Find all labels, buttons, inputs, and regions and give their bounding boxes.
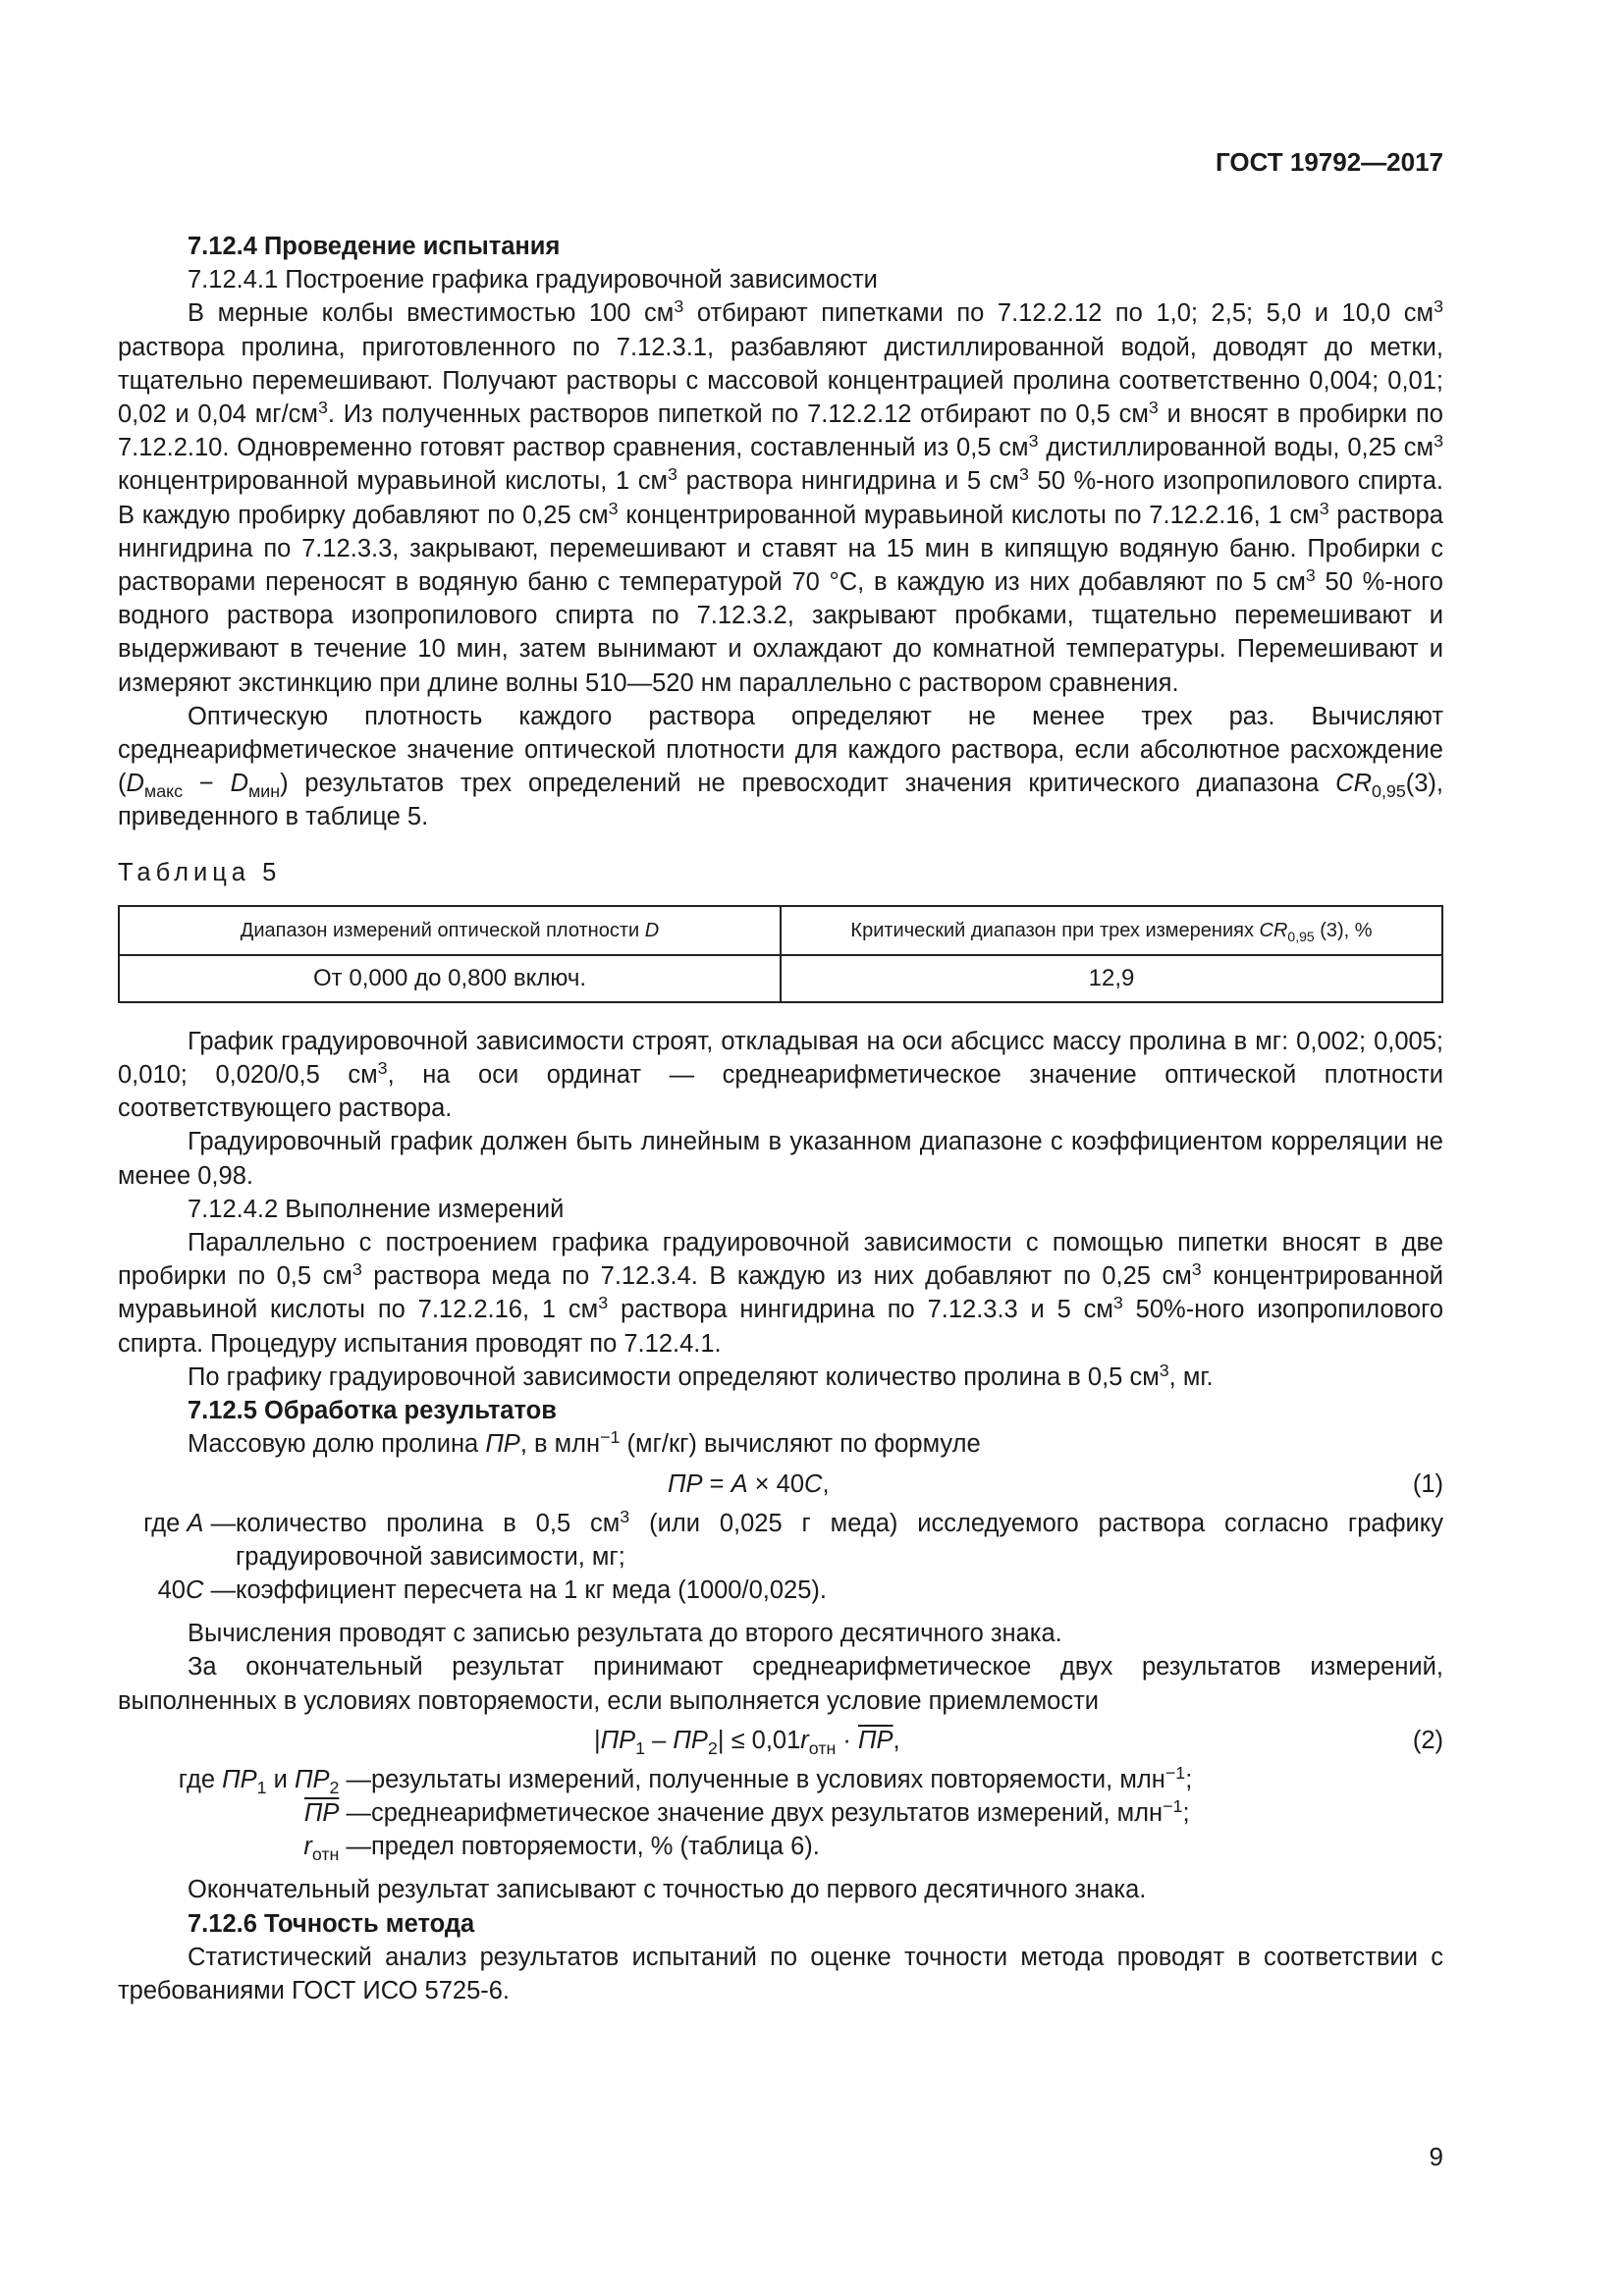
paragraph-calc-precision: Вычисления проводят с записью результата до второго десятичного знака. <box>188 1620 1062 1648</box>
formula-2 <box>118 1718 1443 1763</box>
formula-1-number: (1) <box>1412 1469 1443 1498</box>
paragraph-mass-fraction: Массовую долю пролина ПР, в млн$^{-1}$ (мг/кг) вычисляют по формуле <box>188 1427 981 1459</box>
paragraph-graph-axes: График градуировочной зависимости строят, откладывая на оси абсцисс массу пролина в мг: 0,002; 0,005; 0,010; 0,020/0,5 $см^3$, на оси ординат — среднеарифметическое значение оптической плотности соответствующего раствора. <box>118 1027 1443 1123</box>
table-row <box>119 955 1442 1002</box>
paragraph-measurements: Параллельно с построением графика градуировочной зависимости с помощью пипетки вносят в две пробирки по 0,5 $см^3$ раствора меда по 7.12.3.4. В каждую из них добавляют по 0,25 $см^3$ концентрированной муравьиной кислоты по 7.12.2.16, 1 $см^3$ раствора нингидрина по 7.12.3.3 и 5 $см^3$ 50%-ного изопропилового спирта. Процедуру испытания проводят по 7.12.4.1. <box>118 1229 1444 1358</box>
subsection-heading-7-12-4-2: 7.12.4.2 Выполнение измерений <box>188 1195 565 1223</box>
where-item-pr-mean <box>118 1796 1443 1830</box>
paragraph-proline-amount: По графику градуировочной зависимости определяют количество пролина в 0,5 $см^3$, мг. <box>188 1360 1214 1391</box>
paragraph-graph-linearity: Градуировочный график должен быть линейным в указанном диапазоне с коэффициентом корреляции не менее 0,98. <box>118 1128 1443 1190</box>
where-term-a: где A — <box>143 1509 236 1537</box>
where-term-r-otn: $r_{отн}$ — <box>303 1833 371 1865</box>
where-term-40c: 40C — <box>157 1575 236 1604</box>
where-item-40c <box>118 1574 1443 1607</box>
document-body <box>118 230 1443 2007</box>
paragraph-final-rounding: Окончательный результат записывают с точностью до первого десятичного знака. <box>188 1876 1147 1904</box>
table-5-caption: Таблица 5 <box>118 858 282 886</box>
where-def-40c: коэффициент пересчета на 1 кг меда (1000/0,025). <box>236 1575 827 1604</box>
table-cell-range: От 0,000 до 0,800 включ. <box>119 955 781 1002</box>
paragraph-final-result: За окончательный результат принимают среднеарифметическое двух результатов измерений, выполненных в условиях повторяемости, если выполняется условие приемлемости <box>118 1653 1443 1715</box>
formula-1 <box>118 1462 1443 1507</box>
where-def-pr-mean: среднеарифметическое значение двух результатов измерений, млн$^{-1}$; <box>371 1796 1190 1827</box>
table-header-critical-range: Критический диапазон при трех измерениях $CR_{0,95}$ (3), % <box>781 906 1442 955</box>
paragraph-calibration-procedure: В мерные колбы вместимостью 100 $см^3$ отбирают пипетками по 7.12.2.12 по 1,0; 2,5; 5,0 и 10,0 $см^3$ раствора пролина, приготовленного по 7.12.3.1, разбавляют дистиллированной водой, доводят до метки, тщательно перемешивают. Получают растворы с массовой концентрацией пролина соответственно 0,004; 0,01; 0,02 и 0,04 $мг/см^3$. Из полученных растворов пипеткой по 7.12.2.12 отбирают по 0,5 $см^3$ и вносят в пробирки по 7.12.2.10. Одновременно готовят раствор сравнения, составленный из 0,5 $см^3$ дистиллированной воды, 0,25 $см^3$ концентрированной муравьиной кислоты, 1 $см^3$ раствора нингидрина и 5 $см^3$ 50 %-ного изопропилового спирта. В каждую пробирку добавляют по 0,25 $см^3$ концентрированной муравьиной кислоты по 7.12.2.16, 1 $см^3$ раствора нингидрина по 7.12.3.3, закрывают, перемешивают и ставят на 15 мин в кипящую водяную баню. Пробирки с растворами переносят в водяную баню с температурой 70 °С, в каждую из них добавляют по 5 $см^3$ 50 %-ного водного раствора изопропилового спирта по 7.12.3.2, закрывают пробками, тщательно перемешивают и выдерживают в течение 10 мин, затем вынимают и охлаждают до комнатной температуры. Перемешивают и измеряют экстинкцию при длине волны 510—520 нм параллельно с раствором сравнения. <box>118 296 1444 697</box>
page-number: 9 <box>1429 2142 1443 2171</box>
section-heading-7-12-4: 7.12.4 Проведение испытания <box>188 233 561 260</box>
table-cell-value: 12,9 <box>781 955 1442 1002</box>
section-heading-7-12-6: 7.12.6 Точность метода <box>188 1909 475 1938</box>
paragraph-statistical-analysis: Статистический анализ результатов испытаний по оценке точности метода проводят в соответствии с требованиями ГОСТ ИСО 5725-6. <box>118 1943 1443 2004</box>
table-5 <box>118 905 1443 1003</box>
where-term-pr1-pr2: где $ПР_1$ и $ПР_2$ — <box>178 1765 371 1797</box>
formula-1-expression: ПР = A × 40C, <box>668 1469 830 1498</box>
subsection-heading-7-12-4-1: 7.12.4.1 Построение графика градуировочной зависимости <box>188 266 878 294</box>
where-item-pr1-pr2 <box>118 1763 1443 1796</box>
table-header-row <box>119 906 1442 955</box>
formula-2-expression: $|ПР_1 - ПР_2| \le 0,01r_{отн}$ · ПР, <box>594 1726 900 1758</box>
formula-2-number: (2) <box>1412 1726 1443 1754</box>
section-heading-7-12-5: 7.12.5 Обработка результатов <box>188 1397 557 1425</box>
where-item-r-otn <box>118 1830 1443 1863</box>
document-id-header: ГОСТ 19792—2017 <box>1216 147 1443 177</box>
table-header-range: Диапазон измерений оптической плотности D <box>119 906 781 955</box>
where-def-a: количество пролина в 0,5 $см^3$ (или 0,025 г меда) исследуемого раствора согласно графику градуировочной зависимости, мг; <box>236 1506 1443 1571</box>
paragraph-optical-density: Оптическую плотность каждого раствора определяют не менее трех раз. Вычисляют среднеарифметическое значение оптической плотности для каждого раствора, если абсолютное расхождение $(D_{макс} - D_{мин})$ результатов трех определений не превосходит значения критического диапазона $CR_{0,95}(3)$, приведенного в таблице 5. <box>118 702 1443 831</box>
where-item-a <box>118 1507 1443 1574</box>
where-term-pr-mean: ПР — <box>303 1798 371 1827</box>
where-def-r-otn: предел повторяемости, % (таблица 6). <box>371 1833 820 1861</box>
where-def-pr1-pr2: результаты измерений, полученные в условиях повторяемости, млн$^{-1}$; <box>371 1762 1193 1793</box>
